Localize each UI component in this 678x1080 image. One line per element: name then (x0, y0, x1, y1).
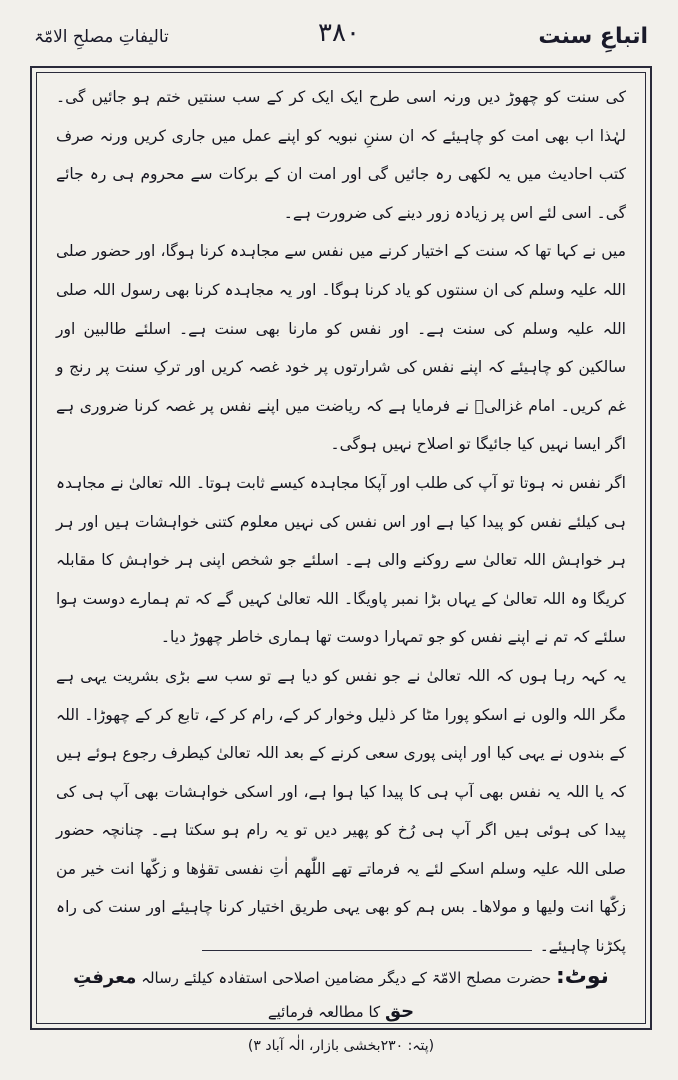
page-header (0, 16, 678, 64)
paragraph-2: میں نے کہا تھا کہ سنت کے اختیار کرنے میں نفس سے مجاہدہ کرنا ہوگا، اور حضور صلی اللہ علیہ وسلم کی ان سنتوں کو یاد کرنا ہوگا۔ اور یہ مجاہدہ کرنا بھی رسول اللہ صلی اللہ علیہ وسلم کی سنت ہے۔ اور نفس کو مارنا بھی سنت ہے۔ اسلئے طالبین اور سالکین کو چاہیئے کہ اپنے نفس کی شرارتوں پر خود غصہ کریں اور ترکِ سنت پر رنج و غم کریں۔ امام غزالیؒ نے فرمایا ہے کہ ریاضت میں اپنے نفس پر غصہ کرنا ضروری ہے اگر ایسا نہیں کیا جائیگا تو اصلاح نہیں ہوگی۔ (56, 242, 626, 454)
paragraph-4: یہ کہہ رہا ہوں کہ اللہ تعالیٰ نے جو نفس کو دیا ہے تو سب سے بڑی بشریت یہی ہے مگر اللہ والوں نے اسکو پورا مٹا کر ذلیل وخوار کر کے، رام کر کے، تابع کر کے چھوڑا۔ اللہ کے بندوں نے یہی کیا اور اپنی پوری سعی کرنے کے بعد اللہ تعالیٰ کیطرف رجوع ہوئے ہیں کہ یا اللہ یہ نفس بھی آپ ہی کا پیدا کیا ہوا ہے، اور اسکی خواہشات بھی آپ ہی کی پیدا کی ہوئی ہیں اگر آپ ہی رُخ کو پھیر دیں تو یہ رام ہو سکتا ہے۔ چنانچہ حضور صلی اللہ علیہ وسلم اسکے لئے یہ فرماتے تھے اللّٰھم اٰتِ نفسی تقوٰھا و زکّھا انت خیر من زکّٰھا انت ولیھا و مولاھا۔ بس ہم کو بھی یہی طریق اختیار کرنا چاہیئے اور سنت کی راہ پکڑنا چاہیئے۔ (56, 666, 626, 956)
footnote (56, 960, 626, 1063)
note-tail: کا مطالعہ فرمائیے (267, 1003, 381, 1021)
running-title-left: تالیفاتِ مصلحِ الامّۃ (34, 27, 169, 47)
note-address: (پتہ: ۲۳۰بخشی بازار، الٰہ آباد ۳) (247, 1038, 435, 1054)
paragraph-1: کی سنت کو چھوڑ دیں ورنہ اسی طرح ایک ایک کر کے سب سنتیں ختم ہو جائیں گی۔ لہٰذا اب بھی امت کو چاہیئے کہ ان سننِ نبویہ کو اپنے عمل میں جاری کریں ورنہ صرف کتب احادیث میں یہ لکھی رہ جائیں گی اور امت ان کے برکات سے محروم ہی رہ جائے گی۔ اسی لئے اس پر زیادہ زور دینے کی ضرورت ہے۔ (56, 88, 626, 222)
running-title-right: اتباعِ سنت (538, 24, 648, 49)
footnote-separator (202, 950, 532, 951)
note-text: حضرت مصلح الامّۃ کے دیگر مضامین اصلاحی استفادہ کیلئے رسالہ (141, 969, 552, 987)
paragraph-3: اگر نفس نہ ہوتا تو آپ کی طلب اور آپکا مجاہدہ کیسے ثابت ہوتا۔ اللہ تعالیٰ نے مجاہدہ ہی کیلئے نفس کو پیدا کیا ہے اور اس نفس کی نہیں معلوم کتنی خواہشات ہیں اور ہر ہر خواہش اللہ تعالیٰ سے روکنے والی ہے۔ اسلئے جو شخص اپنی ہر خواہش کا مقابلہ کریگا وہ اللہ تعالیٰ کے یہاں بڑا نمبر پاویگا۔ اللہ تعالیٰ کہیں گے کہ تم ہمارے دوست ہوا سلئے کہ تم نے اپنے نفس کو جو تمہارا دوست تھا ہماری خاطر چھوڑ دیا۔ (56, 473, 626, 647)
page-number: ۳۸۰ (318, 18, 360, 48)
note-magazine: معرفتِ حق (73, 967, 415, 1022)
note-label: نوٹ: (555, 964, 609, 989)
text-frame (30, 66, 652, 1054)
main-text (56, 78, 626, 966)
